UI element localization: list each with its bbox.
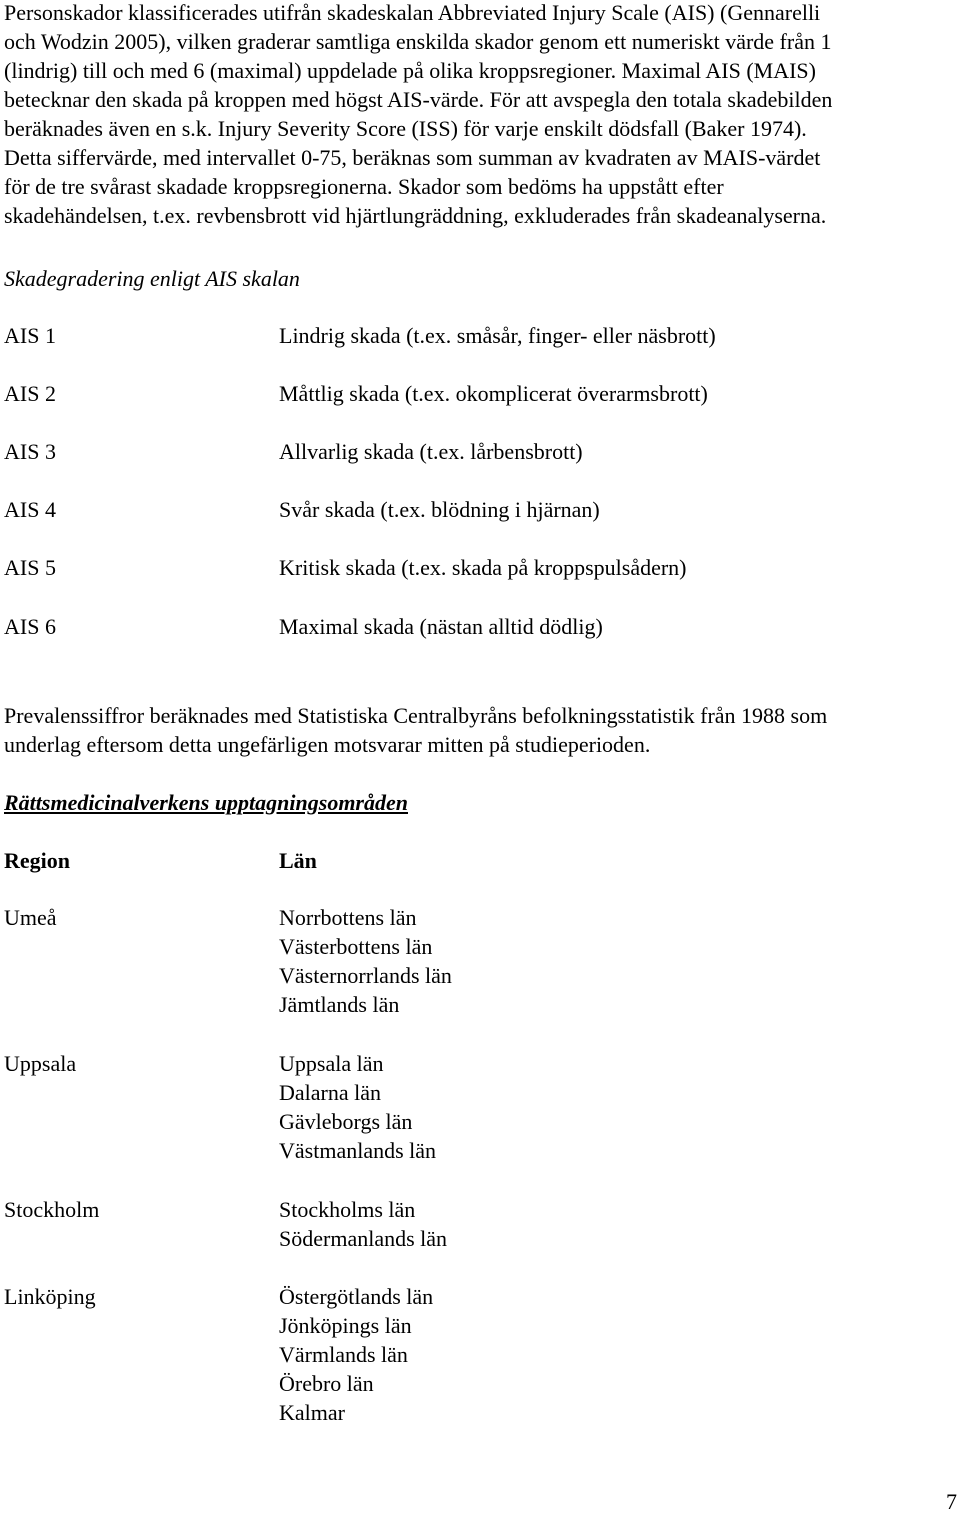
intro-paragraph bbox=[4, 0, 960, 230]
prevalence-paragraph bbox=[4, 701, 960, 759]
lan-column-header: Län bbox=[279, 848, 317, 873]
ais-description: Lindrig skada (t.ex. småsår, finger- eller näsbrott) bbox=[279, 323, 716, 348]
region-name: Stockholm bbox=[4, 1197, 100, 1222]
intro-line: Detta siffervärde, med intervallet 0-75, beräknas som summan av kvadraten av MAIS-värdet bbox=[4, 145, 821, 170]
ais-row bbox=[4, 553, 944, 582]
ais-description: Svår skada (t.ex. blödning i hjärnan) bbox=[279, 497, 600, 522]
regions-section-heading: Rättsmedicinalverkens upptagningsområden bbox=[4, 790, 408, 815]
lan-item: Östergötlands län bbox=[279, 1284, 434, 1309]
lan-item: Västernorrlands län bbox=[279, 963, 452, 988]
region-name: Linköping bbox=[4, 1284, 96, 1309]
lan-list bbox=[279, 1195, 447, 1253]
ais-description: Måttlig skada (t.ex. okomplicerat överarmsbrott) bbox=[279, 381, 708, 406]
ais-code: AIS 5 bbox=[4, 555, 56, 580]
ais-description: Allvarlig skada (t.ex. lårbensbrott) bbox=[279, 439, 583, 464]
prevalence-line: underlag eftersom detta ungefärligen motsvarar mitten på studieperioden. bbox=[4, 732, 651, 757]
ais-code: AIS 4 bbox=[4, 497, 56, 522]
ais-code: AIS 6 bbox=[4, 614, 56, 639]
ais-row bbox=[4, 437, 944, 466]
ais-code: AIS 3 bbox=[4, 439, 56, 464]
intro-line: betecknar den skada på kroppen med högst AIS-värde. För att avspegla den totala skadebilden bbox=[4, 87, 833, 112]
ais-description: Kritisk skada (t.ex. skada på kroppspulsådern) bbox=[279, 555, 687, 580]
ais-code: AIS 1 bbox=[4, 323, 56, 348]
region-name: Uppsala bbox=[4, 1051, 77, 1076]
lan-item: Västmanlands län bbox=[279, 1138, 437, 1163]
lan-list bbox=[279, 903, 452, 1019]
intro-line: skadehändelsen, t.ex. revbensbrott vid hjärtlungräddning, exkluderades från skadeanalyserna. bbox=[4, 203, 827, 228]
intro-line: för de tre svårast skadade kroppsregionerna. Skador som bedöms ha uppstått efter bbox=[4, 174, 724, 199]
lan-item: Stockholms län bbox=[279, 1197, 416, 1222]
lan-item: Jönköpings län bbox=[279, 1313, 412, 1338]
ais-description: Maximal skada (nästan alltid dödlig) bbox=[279, 614, 603, 639]
intro-line: och Wodzin 2005), vilken graderar samtliga enskilda skador genom ett numeriskt värde från 1 bbox=[4, 29, 832, 54]
lan-item: Gävleborgs län bbox=[279, 1109, 413, 1134]
intro-line: beräknades även en s.k. Injury Severity Score (ISS) för varje enskilt dödsfall (Baker 1974). bbox=[4, 116, 807, 141]
lan-list bbox=[279, 1282, 433, 1427]
lan-item: Jämtlands län bbox=[279, 992, 400, 1017]
ais-row bbox=[4, 321, 944, 350]
lan-item: Uppsala län bbox=[279, 1051, 384, 1076]
lan-item: Örebro län bbox=[279, 1371, 374, 1396]
lan-item: Dalarna län bbox=[279, 1080, 381, 1105]
ais-row bbox=[4, 612, 944, 641]
ais-code: AIS 2 bbox=[4, 381, 56, 406]
page-number: 7 bbox=[946, 1489, 957, 1514]
intro-line: Personskador klassificerades utifrån skadeskalan Abbreviated Injury Scale (AIS) (Gennarelli bbox=[4, 0, 821, 25]
prevalence-line: Prevalenssiffror beräknades med Statistiska Centralbyråns befolkningsstatistik från 1988 som bbox=[4, 703, 828, 728]
ais-row bbox=[4, 379, 944, 408]
ais-section-heading: Skadegradering enligt AIS skalan bbox=[4, 266, 300, 291]
lan-item: Västerbottens län bbox=[279, 934, 433, 959]
region-column-header: Region bbox=[4, 848, 70, 873]
lan-item: Värmlands län bbox=[279, 1342, 408, 1367]
lan-item: Södermanlands län bbox=[279, 1226, 448, 1251]
lan-item: Kalmar bbox=[279, 1400, 345, 1425]
intro-line: (lindrig) till och med 6 (maximal) uppdelade på olika kroppsregioner. Maximal AIS (MAIS) bbox=[4, 58, 816, 83]
lan-list bbox=[279, 1049, 436, 1165]
region-name: Umeå bbox=[4, 905, 57, 930]
ais-row bbox=[4, 495, 944, 524]
lan-item: Norrbottens län bbox=[279, 905, 417, 930]
